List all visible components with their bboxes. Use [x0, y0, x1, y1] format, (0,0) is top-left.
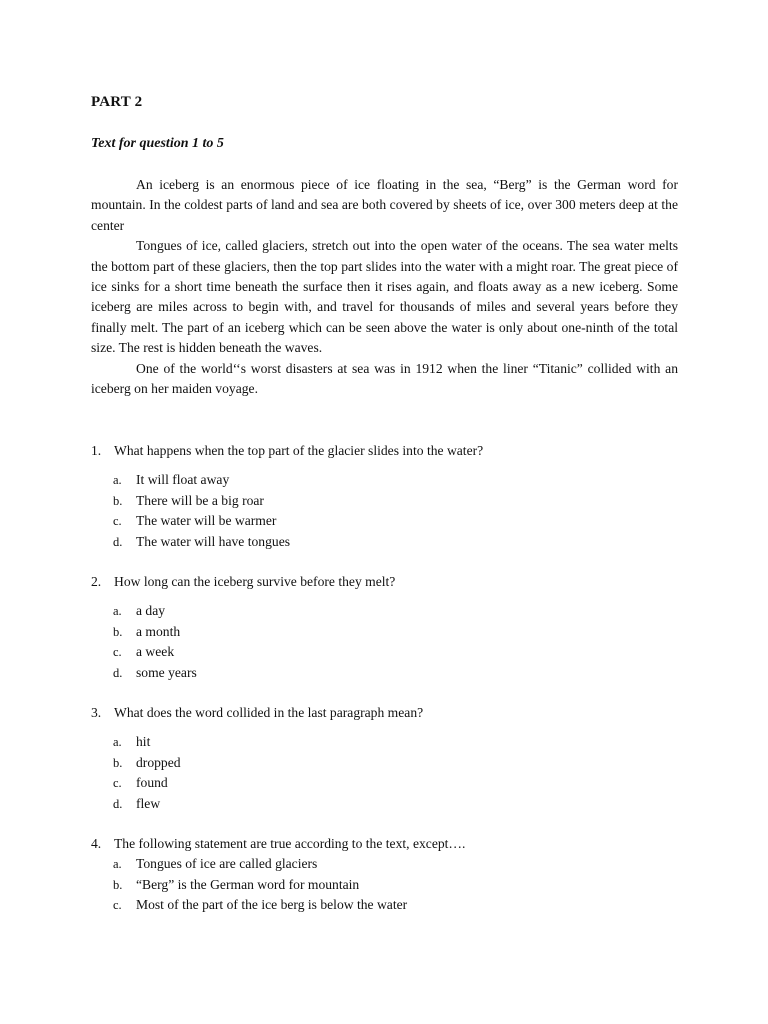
option-text: a day [136, 603, 166, 618]
answer-option[interactable] [91, 753, 681, 774]
answer-options [91, 854, 681, 916]
option-text: found [136, 775, 168, 791]
option-letter: c. [113, 898, 122, 913]
option-text: There will be a big roar [136, 492, 264, 508]
option-text: dropped [136, 754, 181, 770]
option-letter: d. [113, 534, 123, 549]
option-text: a week [136, 644, 175, 660]
question-text: What does the word collided in the last paragraph mean? [114, 705, 424, 720]
question-2-stem [91, 572, 681, 592]
answer-option[interactable] [91, 773, 681, 794]
question-3-stem [91, 703, 681, 723]
option-text: It will float away [136, 472, 230, 487]
answer-option[interactable] [91, 642, 681, 663]
question-number: 1. [91, 443, 102, 458]
question-3 [91, 703, 681, 814]
question-1 [91, 441, 681, 552]
option-letter: d. [113, 796, 123, 811]
option-letter: b. [113, 755, 123, 770]
answer-option[interactable] [91, 491, 681, 512]
option-letter: a. [113, 735, 122, 749]
answer-option[interactable] [91, 895, 681, 916]
option-letter: d. [113, 665, 123, 680]
option-letter: c. [113, 645, 122, 660]
option-letter: b. [113, 624, 123, 639]
answer-option[interactable] [91, 532, 681, 553]
answer-option[interactable] [91, 601, 681, 622]
option-text: “Berg” is the German word for mountain [136, 876, 360, 892]
option-text: flew [136, 795, 161, 811]
answer-option[interactable] [91, 511, 681, 532]
question-2 [91, 572, 681, 683]
answer-options [91, 470, 681, 552]
answer-option[interactable] [91, 794, 681, 815]
option-text: The water will be warmer [136, 513, 277, 529]
option-letter: a. [113, 604, 122, 618]
reading-passage [91, 175, 678, 399]
option-text: hit [136, 734, 151, 749]
option-letter: a. [113, 857, 122, 871]
option-text: a month [136, 623, 181, 639]
passage-paragraph-2: Tongues of ice, called glaciers, stretch out into the open water of the oceans. The sea water melts the bottom part of these glaciers, then the top part slides into the water with a might roar. The great piece of ice sinks for a short time beneath the surface then it rises again, and floats away as a new iceberg. Some iceberg are miles across to begin with, and travel for thousands of miles and several years before they finally melt. The part of an iceberg which can be seen above the water is only about one-ninth of the total size. The rest is hidden beneath the waves. [91, 238, 678, 356]
answer-option[interactable] [91, 663, 681, 684]
option-letter: c. [113, 776, 122, 791]
question-number: 4. [91, 836, 102, 851]
answer-option[interactable] [91, 875, 681, 896]
passage-paragraph-1: An iceberg is an enormous piece of ice floating in the sea, “Berg” is the German word for mountain. In the coldest parts of land and sea are both covered by sheets of ice, over 300 meters deep at the center [91, 177, 678, 233]
text-for-questions-heading: Text for question 1 to 5 [91, 136, 224, 151]
option-text: Tongues of ice are called glaciers [136, 856, 318, 871]
question-number: 2. [91, 574, 102, 589]
option-letter: b. [113, 493, 123, 508]
question-text: The following statement are true according to the text, except…. [114, 836, 466, 851]
option-text: some years [136, 664, 197, 680]
question-text: How long can the iceberg survive before they melt? [114, 574, 396, 589]
option-text: Most of the part of the ice berg is below the water [136, 897, 408, 913]
passage-paragraph-3: One of the world‘‘s worst disasters at sea was in 1912 when the liner “Titanic” collided with an iceberg on her maiden voyage. [91, 360, 678, 397]
question-number: 3. [91, 705, 102, 720]
question-text: What happens when the top part of the glacier slides into the water? [114, 443, 484, 458]
option-letter: a. [113, 473, 122, 487]
option-letter: c. [113, 514, 122, 529]
answer-options [91, 732, 681, 814]
part-heading: PART 2 [91, 94, 143, 110]
question-1-stem [91, 441, 681, 461]
question-4 [91, 834, 681, 916]
answer-option[interactable] [91, 470, 681, 491]
answer-options [91, 601, 681, 683]
answer-option[interactable] [91, 732, 681, 753]
answer-option[interactable] [91, 622, 681, 643]
option-text: The water will have tongues [136, 533, 291, 549]
question-4-stem [91, 834, 681, 854]
answer-option[interactable] [91, 854, 681, 875]
option-letter: b. [113, 877, 123, 892]
